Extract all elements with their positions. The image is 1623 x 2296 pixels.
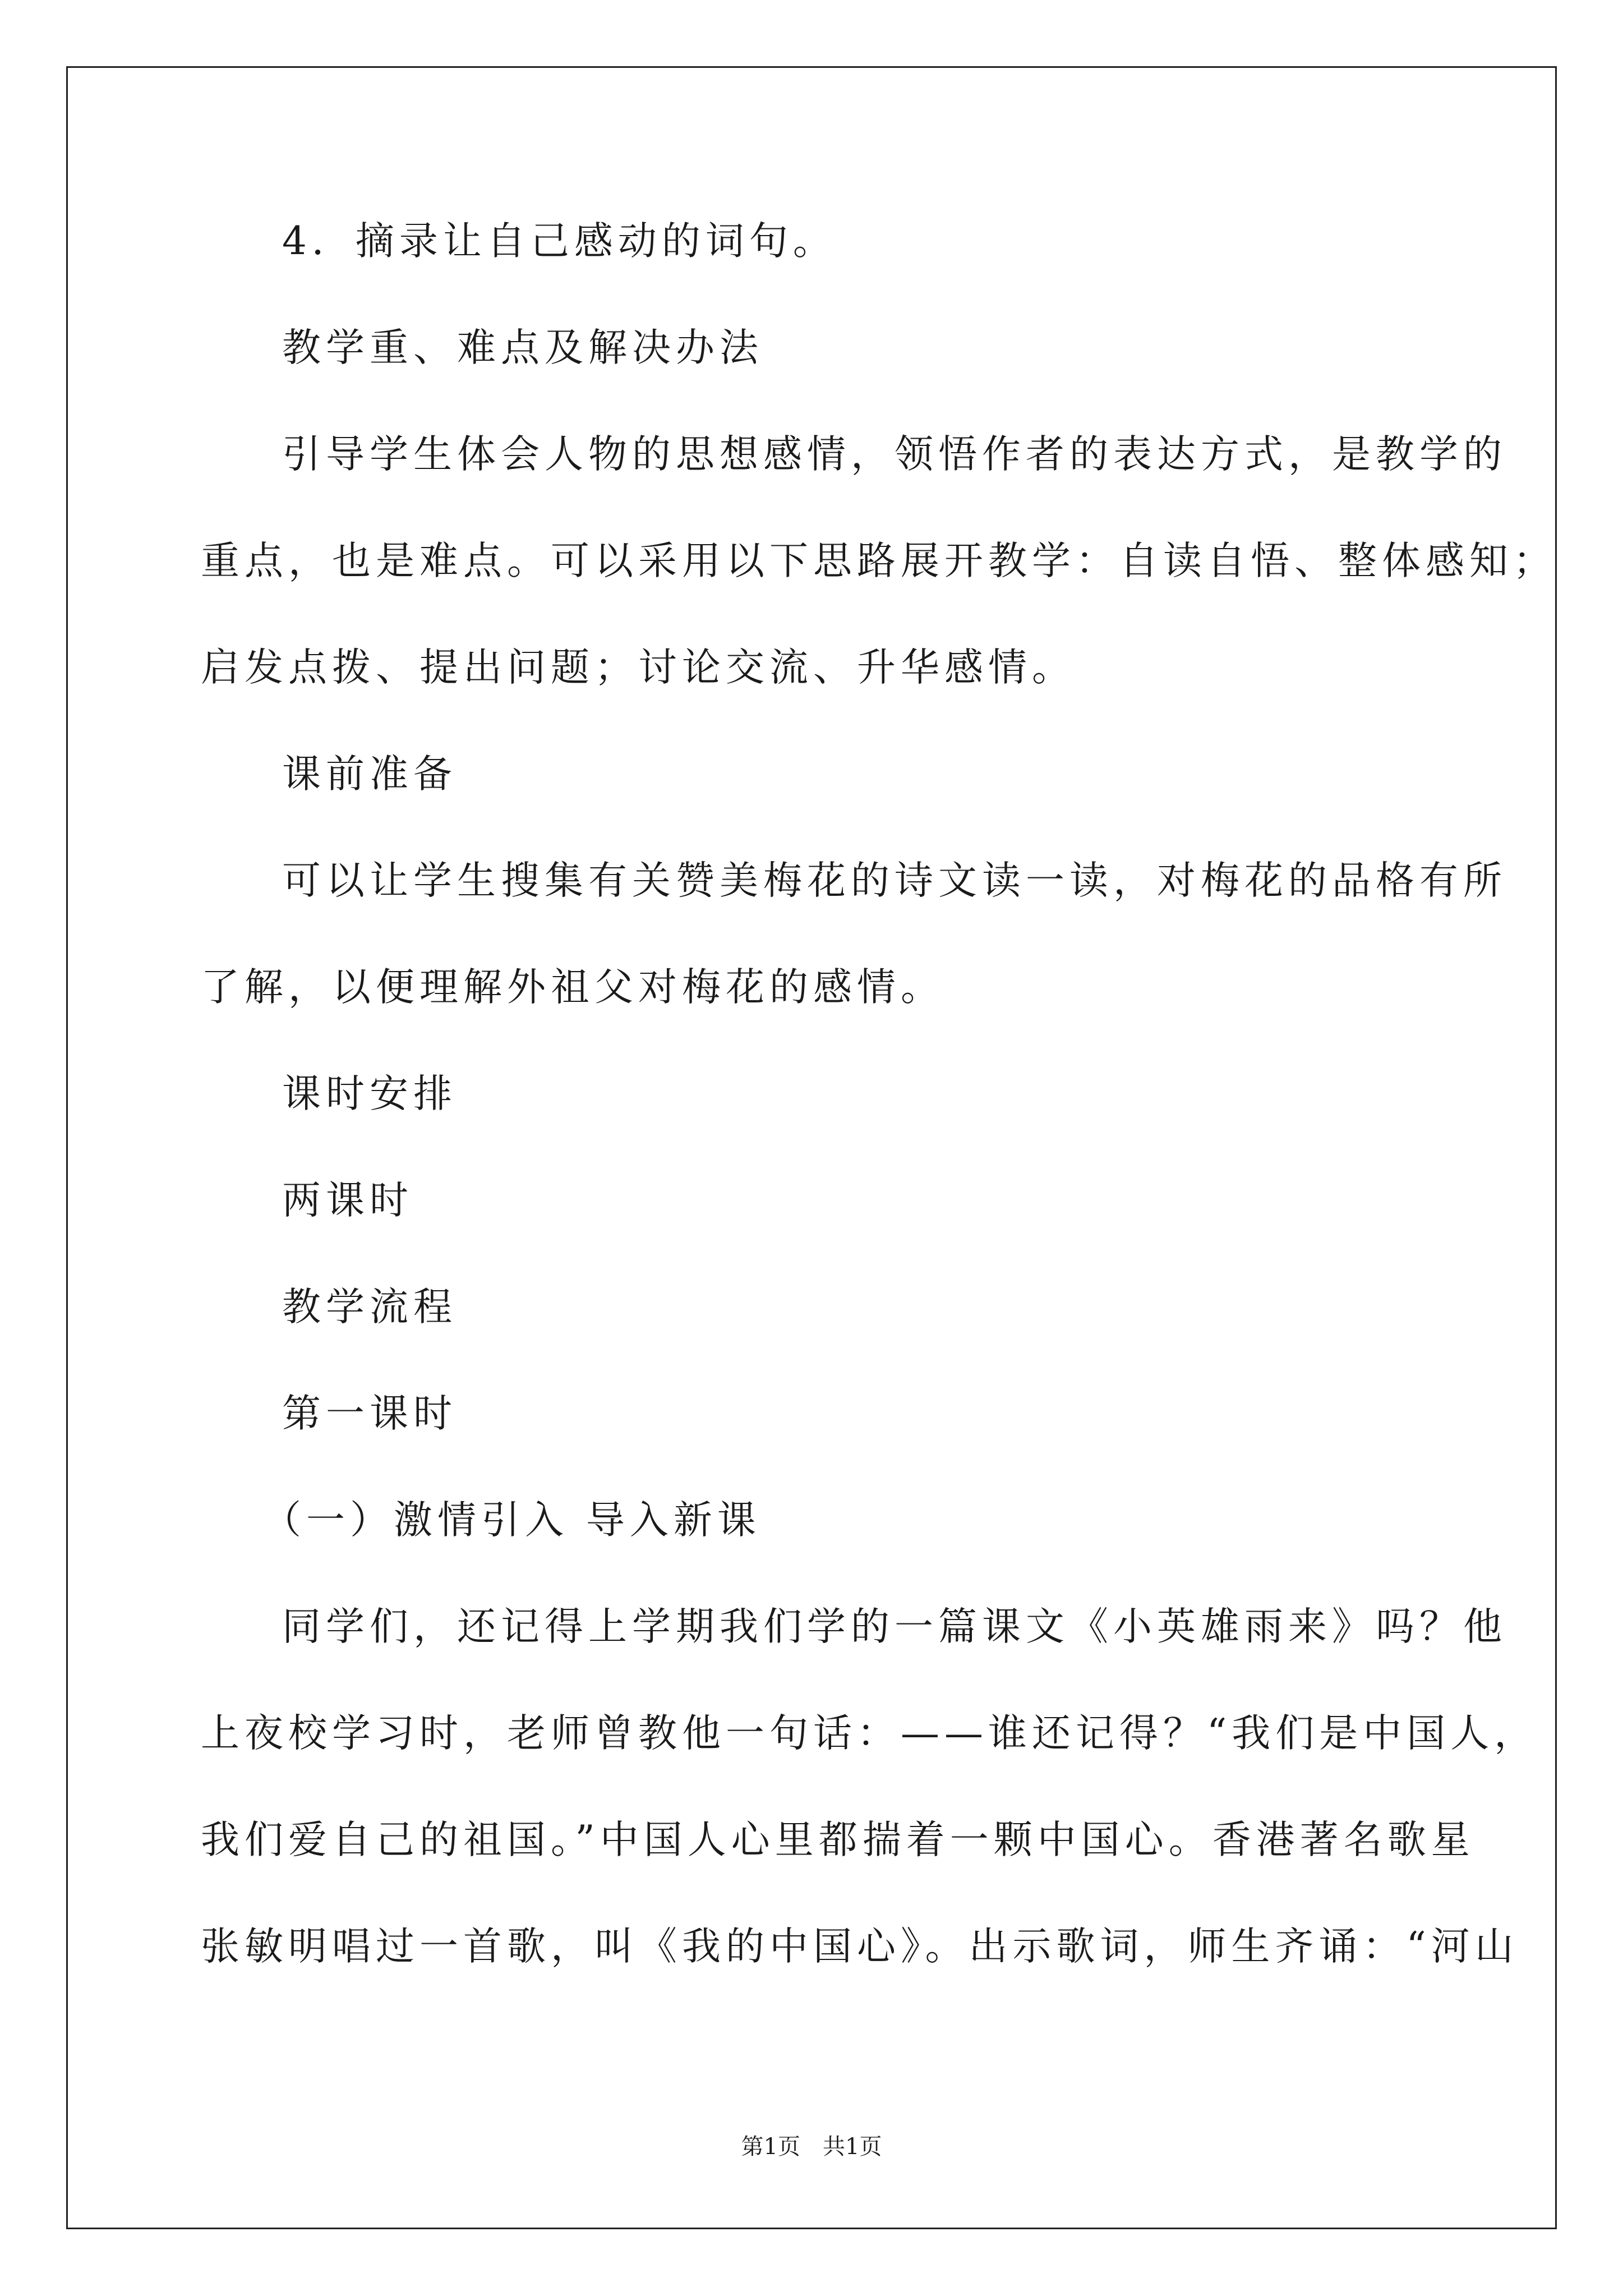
text-line-4: 重点，也是难点。可以采用以下思路展开教学：自读自悟、整体感知；: [201, 539, 1557, 583]
section-heading-preparation: 课前准备: [282, 752, 457, 797]
section-heading-first-lesson: 第一课时: [282, 1391, 457, 1436]
section-heading-key-points: 教学重、难点及解决办法: [282, 325, 763, 370]
text-line-5: 启发点拨、提出问题；讨论交流、升华感情。: [201, 645, 1076, 690]
text-line-14: 同学们，还记得上学期我们学的一篇课文《小英雄雨来》吗？他: [282, 1604, 1507, 1649]
text-line-1: 4．摘录让自己感动的词句。: [282, 219, 837, 264]
text-line-7: 可以让学生搜集有关赞美梅花的诗文读一读，对梅花的品格有所: [282, 858, 1507, 903]
text-line-15: 上夜校学习时，老师曾教他一句话：——谁还记得？“我们是中国人，: [201, 1711, 1538, 1756]
section-heading-process: 教学流程: [282, 1285, 457, 1329]
text-line-3: 引导学生体会人物的思想感情，领悟作者的表达方式，是教学的: [282, 432, 1507, 477]
text-line-16: 我们爱自己的祖国。”中国人心里都揣着一颗中国心。香港著名歌星: [201, 1818, 1475, 1862]
page-border: [66, 66, 1557, 2229]
text-line-17: 张敏明唱过一首歌，叫《我的中国心》。出示歌词，师生齐诵：“河山: [201, 1924, 1519, 1969]
page-number-footer: 第1页 共1页: [741, 2134, 882, 2160]
section-heading-schedule: 课时安排: [282, 1071, 457, 1116]
text-line-8: 了解，以便理解外祖父对梅花的感情。: [201, 965, 944, 1010]
text-line-10: 两课时: [282, 1178, 413, 1223]
subheading-introduction: （一）激情引入 导入新课: [262, 1498, 761, 1543]
